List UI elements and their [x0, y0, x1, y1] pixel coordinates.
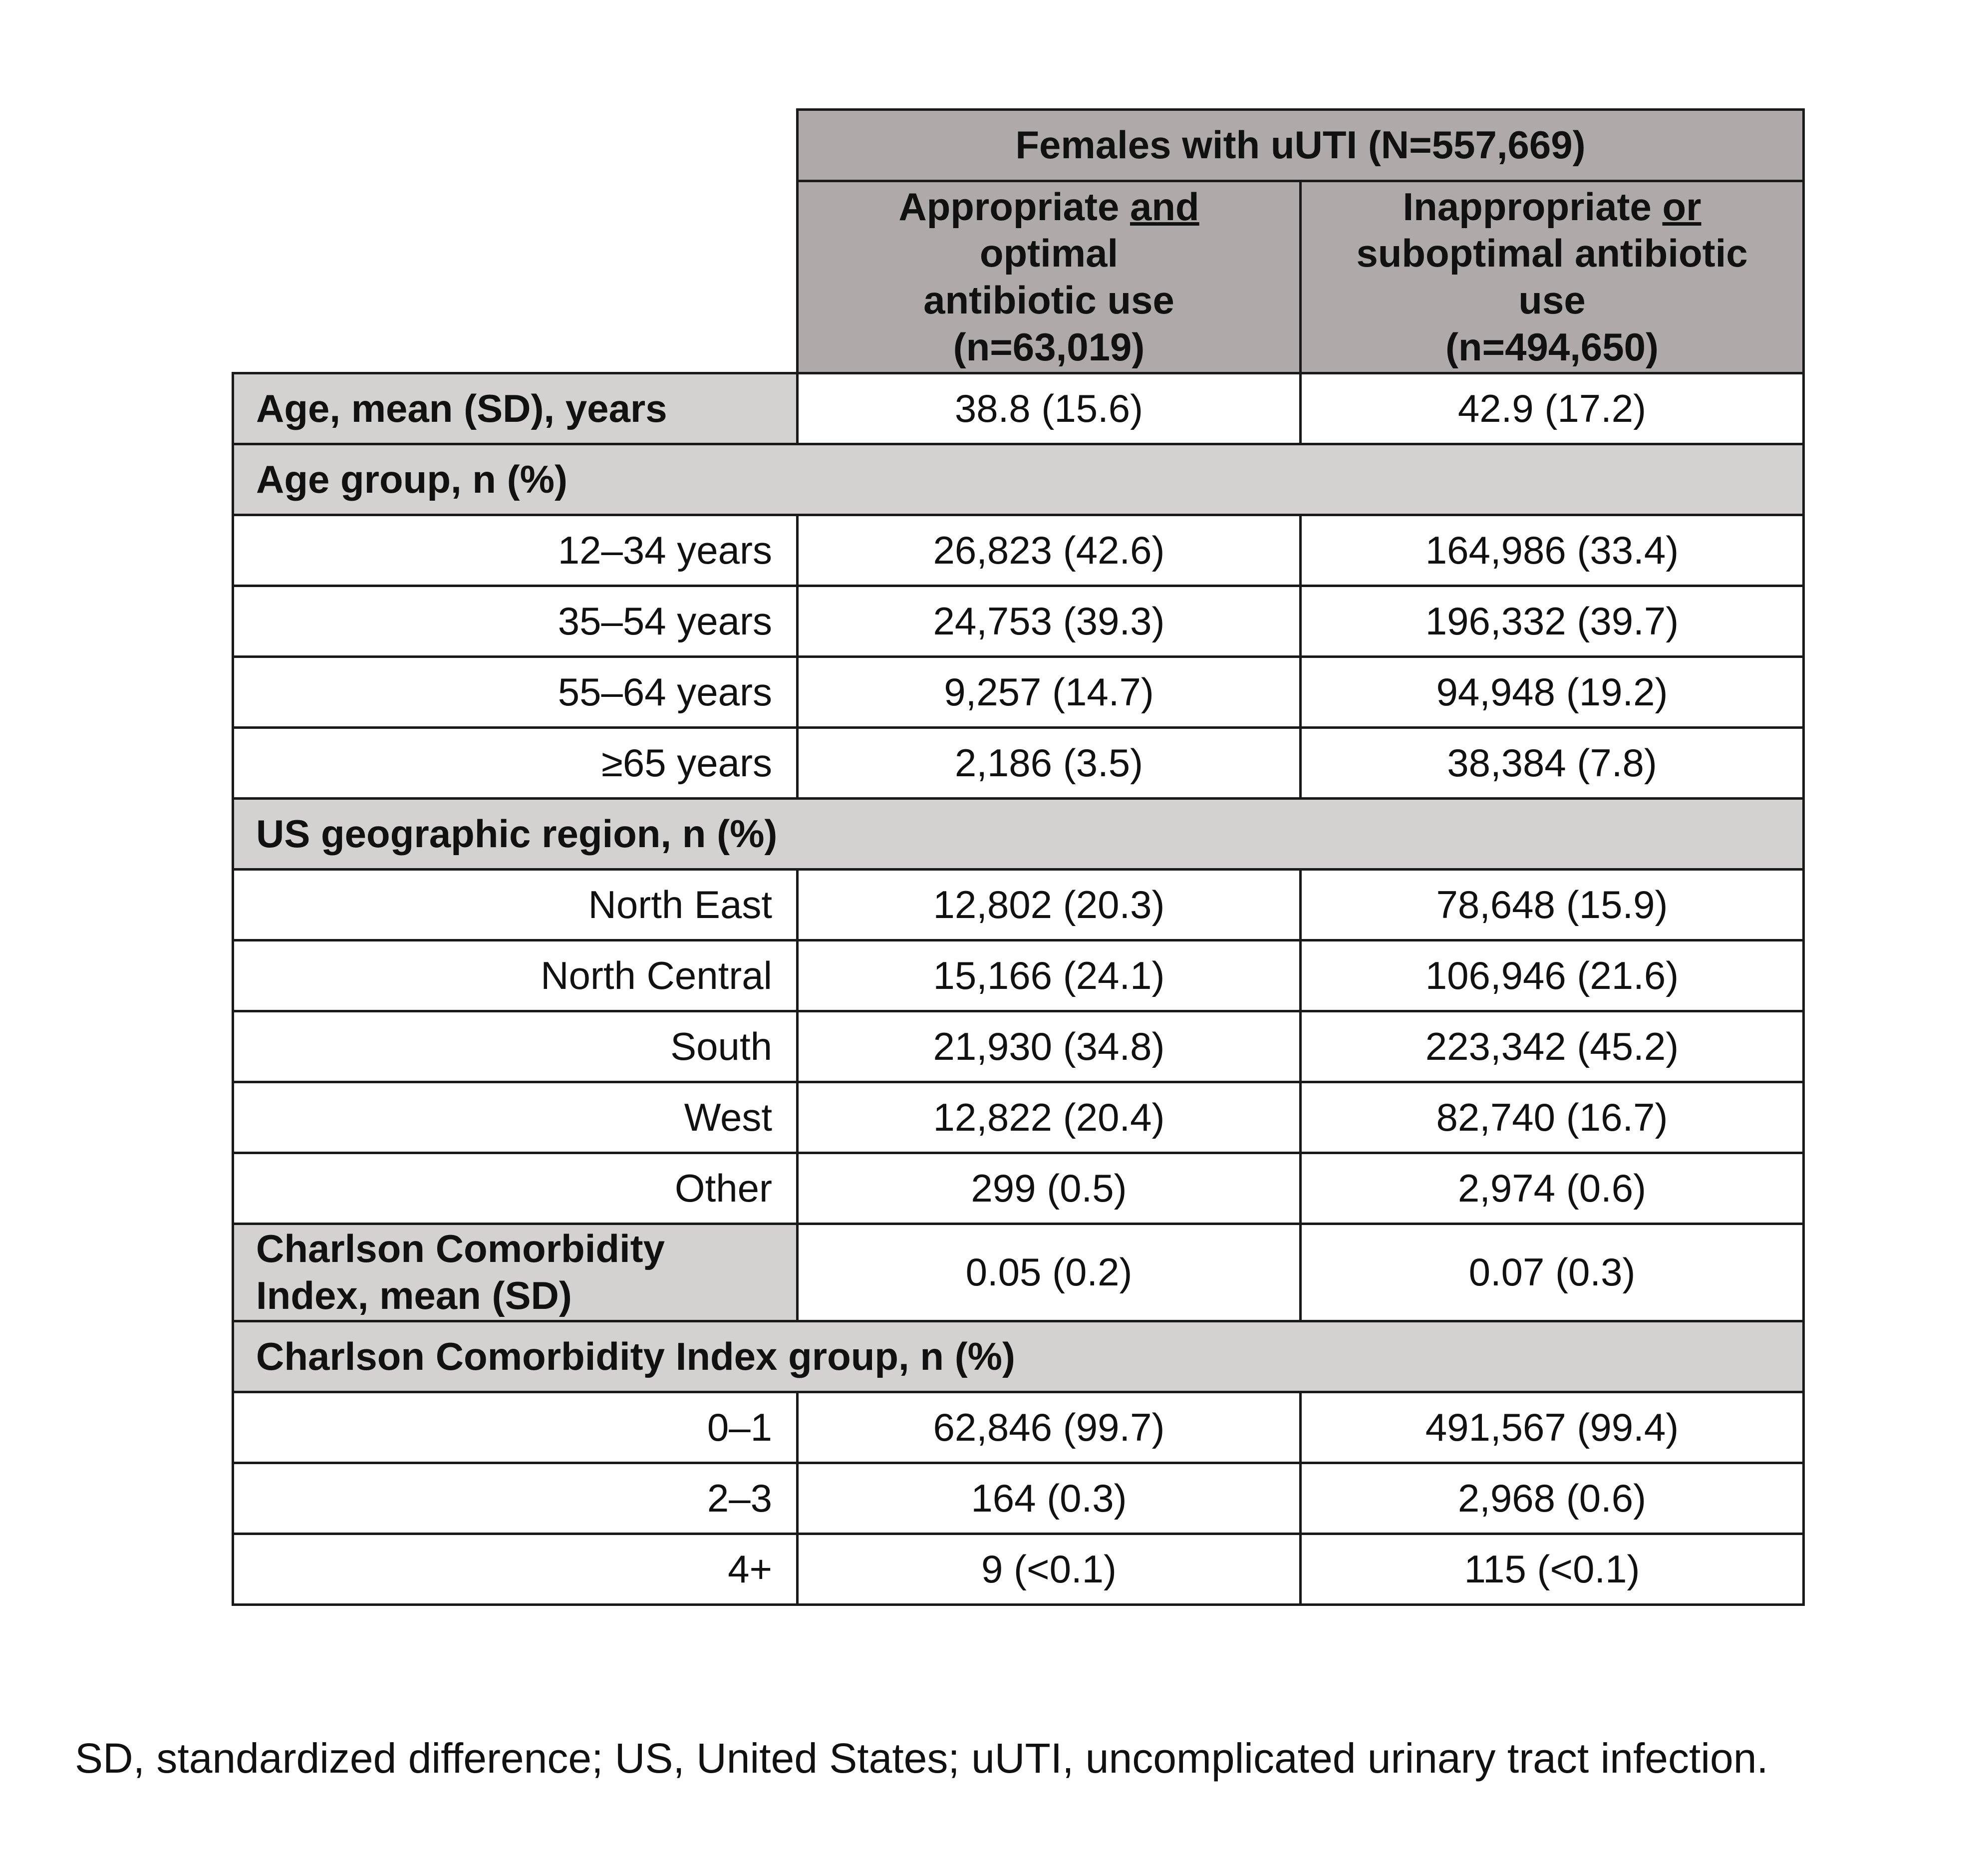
table-row: [233, 728, 1804, 799]
baseline-characteristics-table: [232, 108, 1805, 1606]
col-header-line3: use: [1518, 278, 1586, 322]
cell-value: 38.8 (15.6): [798, 373, 1301, 444]
cell-value: 2,186 (3.5): [798, 728, 1301, 799]
cell-value: 21,930 (34.8): [798, 1011, 1301, 1082]
table-row: [233, 1392, 1804, 1463]
section-row-region: [233, 799, 1804, 870]
group-header-row: [233, 110, 1804, 181]
row-label: 35–54 years: [233, 586, 798, 657]
empty-corner: [233, 181, 798, 373]
cell-value: 62,846 (99.7): [798, 1392, 1301, 1463]
row-label: 2–3: [233, 1463, 798, 1534]
table-row: [233, 1463, 1804, 1534]
col-header-n: (n=494,650): [1445, 324, 1659, 369]
col-header-line1: Inappropriate: [1403, 184, 1663, 229]
row-label: North Central: [233, 940, 798, 1011]
cell-value: 38,384 (7.8): [1301, 728, 1804, 799]
row-label: Age, mean (SD), years: [233, 373, 798, 444]
table-row: [233, 940, 1804, 1011]
footnote: SD, standardized difference; US, United States; uUTI, uncomplicated urinary tract infection.: [75, 1735, 1768, 1782]
cell-value: 299 (0.5): [798, 1153, 1301, 1224]
row-label: South: [233, 1011, 798, 1082]
cell-value: 12,822 (20.4): [798, 1082, 1301, 1153]
cell-value: 15,166 (24.1): [798, 940, 1301, 1011]
cell-value: 78,648 (15.9): [1301, 870, 1804, 940]
col-header-line2: optimal: [979, 231, 1119, 276]
section-title: Age group, n (%): [233, 444, 1804, 515]
cell-value: 115 (<0.1): [1301, 1534, 1804, 1605]
table-row: [233, 657, 1804, 728]
column-header-appropriate: [798, 181, 1301, 373]
cell-value: 223,342 (45.2): [1301, 1011, 1804, 1082]
row-label: 55–64 years: [233, 657, 798, 728]
col-header-underlined-word: or: [1662, 184, 1702, 229]
cell-value: 196,332 (39.7): [1301, 586, 1804, 657]
cell-value: 82,740 (16.7): [1301, 1082, 1804, 1153]
section-row-cci-group: [233, 1321, 1804, 1392]
col-header-n: (n=63,019): [953, 324, 1145, 369]
row-label: ≥65 years: [233, 728, 798, 799]
row-label: Other: [233, 1153, 798, 1224]
col-header-line2: suboptimal antibiotic: [1356, 231, 1748, 276]
cell-value: 106,946 (21.6): [1301, 940, 1804, 1011]
cell-value: 0.07 (0.3): [1301, 1224, 1804, 1321]
group-header: Females with uUTI (N=557,669): [798, 110, 1804, 181]
table-row: [233, 1534, 1804, 1605]
cell-value: 0.05 (0.2): [798, 1224, 1301, 1321]
row-label: 12–34 years: [233, 515, 798, 586]
cell-value: 491,567 (99.4): [1301, 1392, 1804, 1463]
cell-value: 94,948 (19.2): [1301, 657, 1804, 728]
cell-value: 9,257 (14.7): [798, 657, 1301, 728]
section-title: US geographic region, n (%): [233, 799, 1804, 870]
row-label: 0–1: [233, 1392, 798, 1463]
table-row: [233, 586, 1804, 657]
section-row-age-group: [233, 444, 1804, 515]
col-header-line3: antibiotic use: [923, 278, 1174, 322]
empty-corner: [233, 110, 798, 181]
row-label: West: [233, 1082, 798, 1153]
row-label-line2: Index, mean (SD): [256, 1273, 572, 1317]
row-label: 4+: [233, 1534, 798, 1605]
table-row: [233, 515, 1804, 586]
cell-value: 164 (0.3): [798, 1463, 1301, 1534]
table-row: [233, 1082, 1804, 1153]
table-row: [233, 1011, 1804, 1082]
row-label: North East: [233, 870, 798, 940]
cell-value: 164,986 (33.4): [1301, 515, 1804, 586]
table-row-cci-mean: [233, 1224, 1804, 1321]
cell-value: 42.9 (17.2): [1301, 373, 1804, 444]
section-title: Charlson Comorbidity Index group, n (%): [233, 1321, 1804, 1392]
row-label: [233, 1224, 798, 1321]
cell-value: 2,968 (0.6): [1301, 1463, 1804, 1534]
column-header-inappropriate: [1301, 181, 1804, 373]
col-header-underlined-word: and: [1130, 184, 1199, 229]
col-header-line1: Appropriate: [898, 184, 1131, 229]
cell-value: 12,802 (20.3): [798, 870, 1301, 940]
table-row: [233, 870, 1804, 940]
cell-value: 9 (<0.1): [798, 1534, 1301, 1605]
cell-value: 26,823 (42.6): [798, 515, 1301, 586]
row-label-line1: Charlson Comorbidity: [256, 1227, 665, 1271]
table-row-age-mean: [233, 373, 1804, 444]
cell-value: 2,974 (0.6): [1301, 1153, 1804, 1224]
table-row: [233, 1153, 1804, 1224]
column-header-row: [233, 181, 1804, 373]
cell-value: 24,753 (39.3): [798, 586, 1301, 657]
